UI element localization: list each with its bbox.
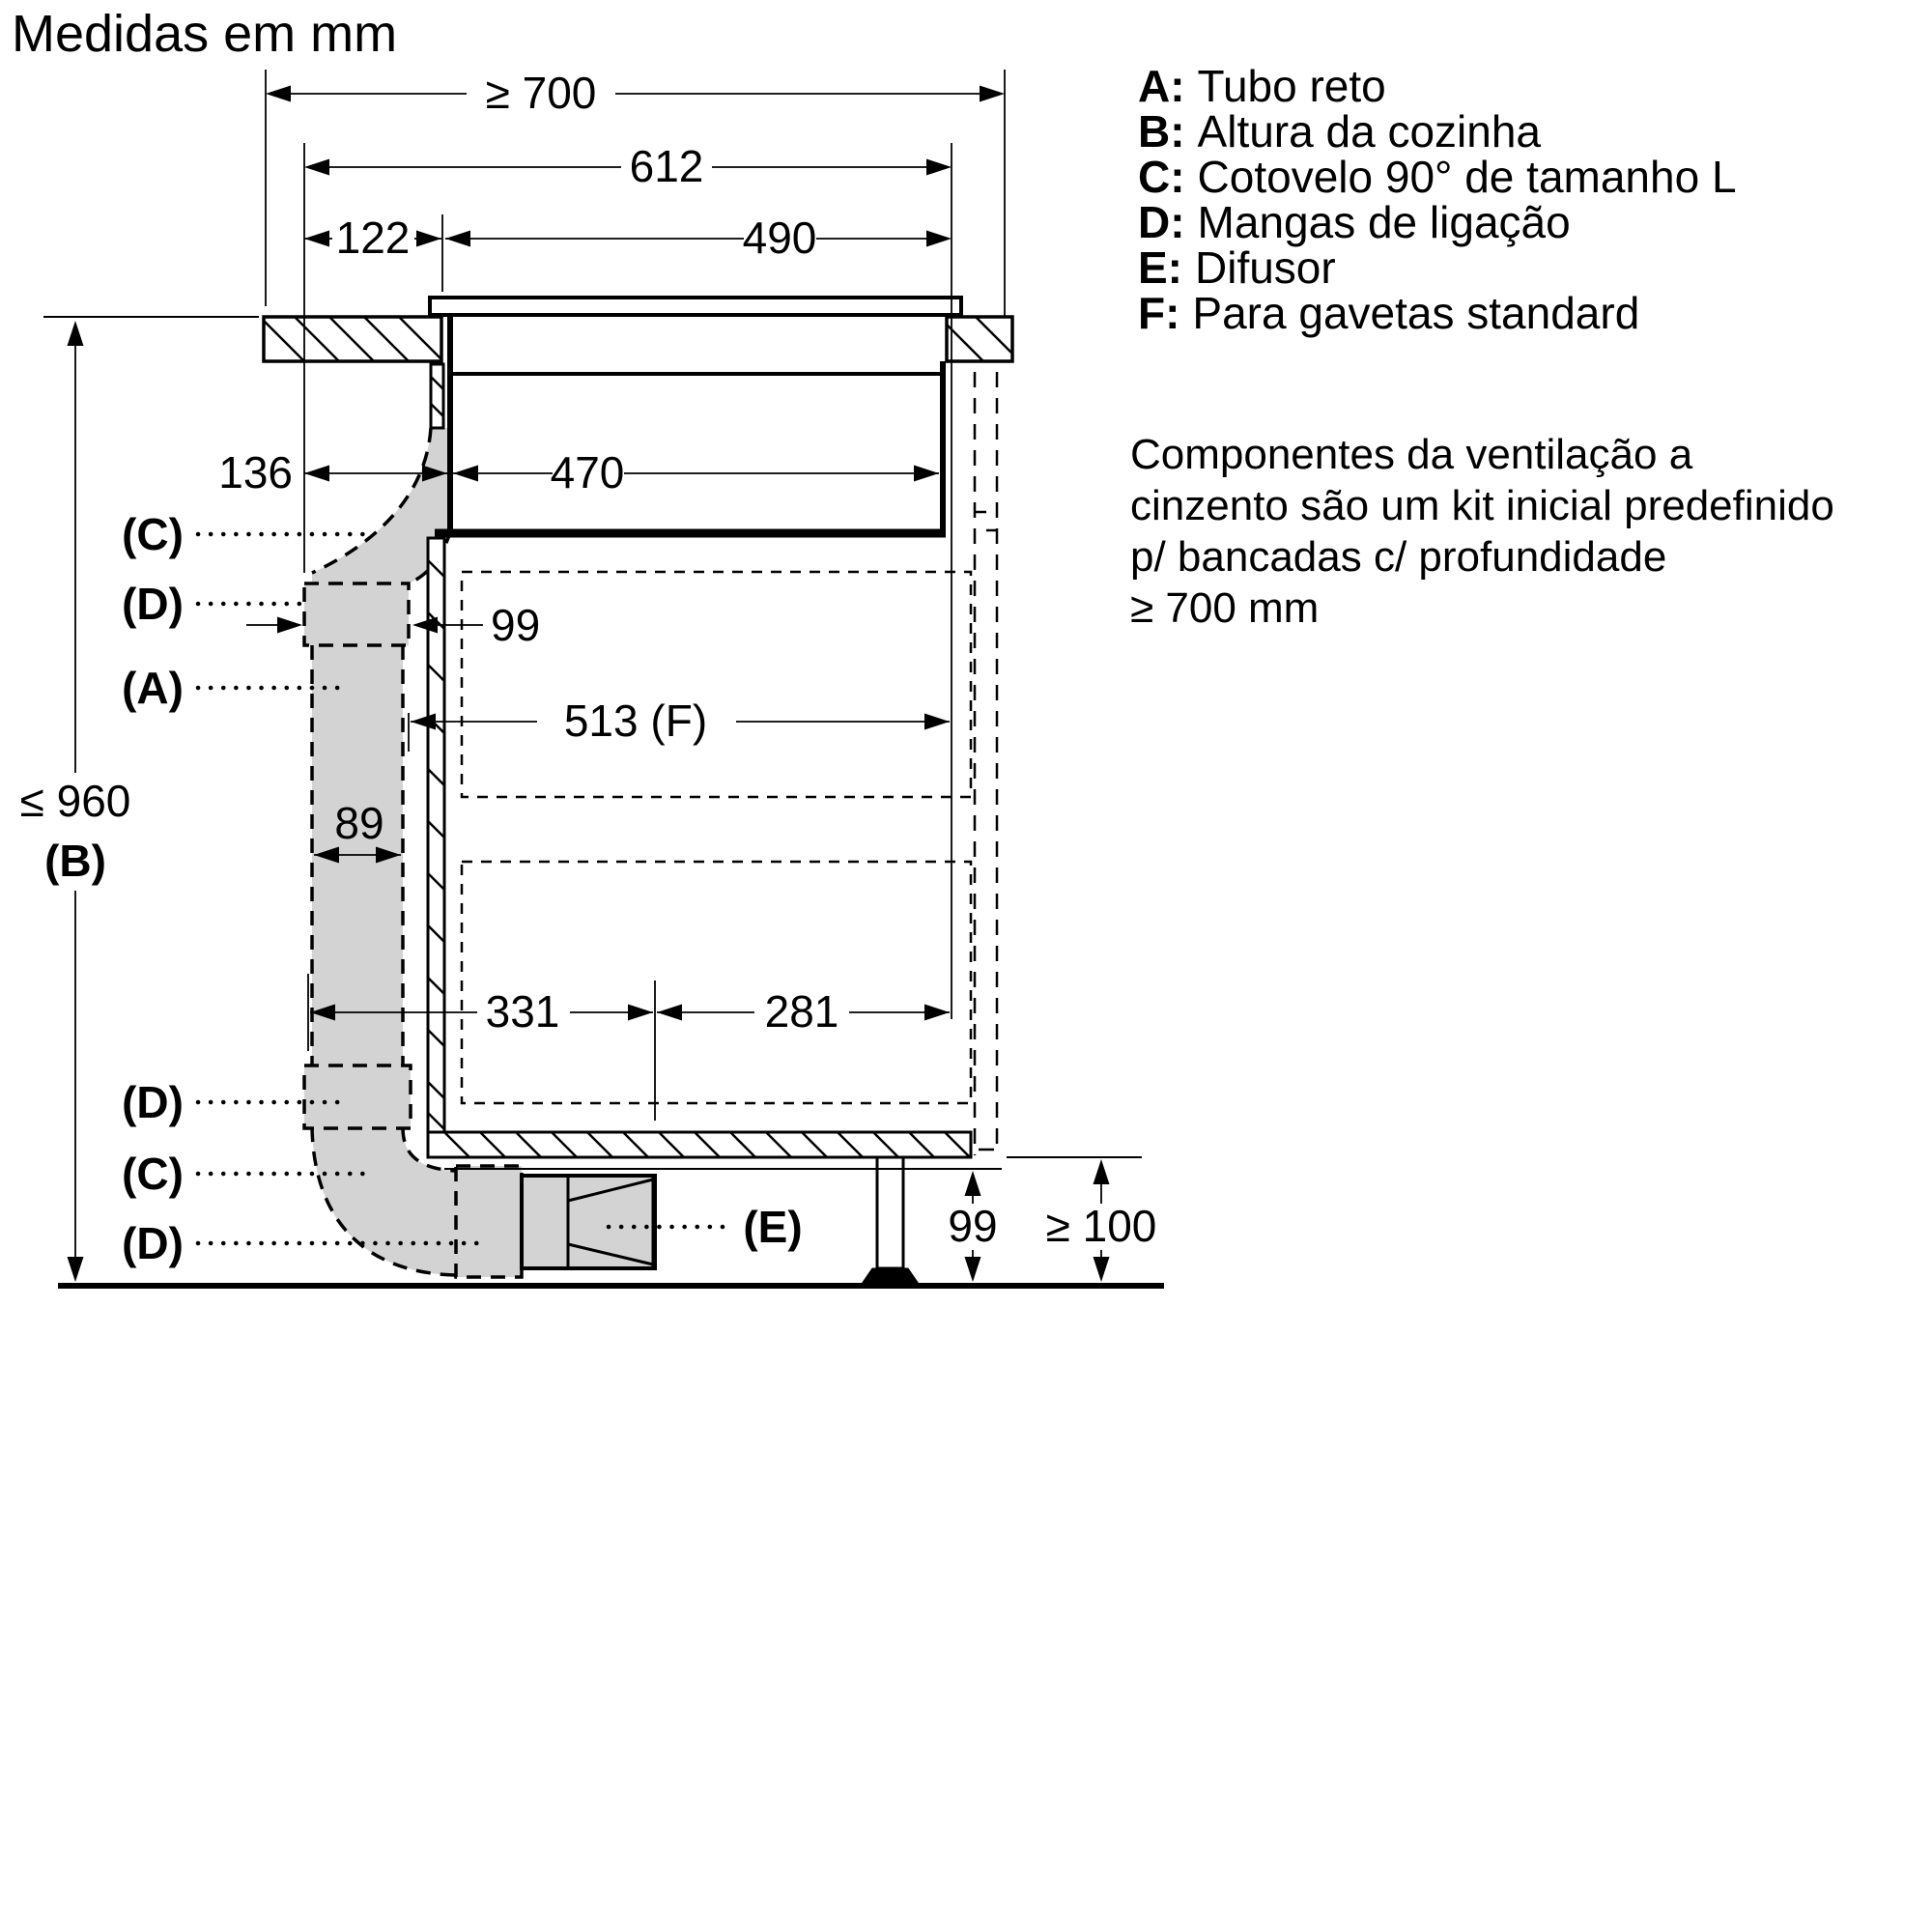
dim-122-value: 122 bbox=[335, 213, 411, 263]
note-line: p/ bancadas c/ profundidade bbox=[1130, 533, 1667, 581]
label-a1: (A) bbox=[122, 663, 184, 713]
label-e1: (E) bbox=[743, 1202, 803, 1252]
dimension-hob-total bbox=[304, 141, 952, 191]
dim-700-value: ≥ 700 bbox=[485, 68, 597, 118]
leg-foot bbox=[862, 1268, 919, 1284]
hob bbox=[430, 298, 961, 533]
dim-612-value: 612 bbox=[629, 141, 704, 191]
dimension-cutout bbox=[445, 213, 952, 263]
legend-item-f bbox=[1138, 288, 1737, 338]
legend-key: B: bbox=[1138, 106, 1185, 156]
duct-sleeve-bottom bbox=[456, 1166, 522, 1277]
dim-490-value: 490 bbox=[742, 213, 817, 263]
worktop-left-section bbox=[264, 317, 441, 361]
legend bbox=[1138, 61, 1737, 338]
note-text bbox=[1130, 429, 1834, 634]
dim-513-value: 513 (F) bbox=[563, 696, 708, 746]
legend-label: Difusor bbox=[1195, 242, 1336, 293]
duct-sleeve-mid bbox=[304, 1065, 411, 1128]
dimension-hob-inner bbox=[453, 447, 939, 497]
dim-331-value: 331 bbox=[485, 986, 560, 1037]
hob-duct-snout bbox=[431, 364, 443, 428]
label-c1: (C) bbox=[122, 509, 184, 559]
dim-89-value: 89 bbox=[334, 798, 384, 848]
drawer-lower-outline bbox=[462, 862, 971, 1103]
legend-label: Tubo reto bbox=[1197, 61, 1386, 111]
cabinet-leg bbox=[862, 1157, 919, 1284]
installation-diagram bbox=[0, 0, 1217, 1352]
note-line: Componentes da ventilação a bbox=[1130, 431, 1693, 478]
dimension-floor-clearance bbox=[1046, 1159, 1157, 1282]
duct-sleeve-top bbox=[304, 583, 409, 645]
dim-960-value: ≤ 960 bbox=[19, 776, 131, 826]
note-line: ≥ 700 mm bbox=[1130, 584, 1320, 632]
legend-key: F: bbox=[1138, 288, 1180, 338]
cabinet bbox=[428, 372, 1001, 1284]
hob-glass bbox=[430, 298, 961, 315]
legend-label: Para gavetas standard bbox=[1192, 288, 1640, 338]
worktop-sections bbox=[43, 317, 1012, 361]
dimension-drawer-depth bbox=[411, 696, 950, 746]
page-title: Medidas em mm bbox=[12, 5, 398, 63]
legend-label: Cotovelo 90° de tamanho L bbox=[1197, 152, 1737, 202]
dim-99-top-value: 99 bbox=[491, 600, 541, 650]
cabinet-back-dashed bbox=[975, 372, 1001, 1155]
legend-item-d bbox=[1138, 197, 1737, 247]
label-d1: (D) bbox=[122, 579, 184, 629]
worktop-right-section bbox=[947, 317, 1012, 361]
dim-281-value: 281 bbox=[764, 986, 839, 1037]
legend-item-b bbox=[1138, 106, 1737, 156]
cabinet-bottom-panel bbox=[428, 1132, 971, 1157]
legend-item-e bbox=[1138, 242, 1737, 293]
legend-item-c bbox=[1138, 152, 1737, 202]
dim-960-key: (B) bbox=[44, 836, 106, 886]
legend-label: Altura da cozinha bbox=[1197, 106, 1541, 156]
dimension-height bbox=[20, 321, 131, 1282]
label-d3: (D) bbox=[122, 1218, 184, 1268]
dimension-center-to-back bbox=[657, 986, 950, 1037]
diffuser bbox=[522, 1176, 655, 1268]
note-line: cinzento são um kit inicial predefinido bbox=[1130, 482, 1834, 529]
legend-key: C: bbox=[1138, 152, 1185, 202]
label-d2: (D) bbox=[122, 1077, 184, 1127]
legend-key: E: bbox=[1138, 242, 1182, 293]
label-c2: (C) bbox=[122, 1149, 184, 1199]
legend-label: Mangas de ligação bbox=[1197, 197, 1571, 247]
dim-136-value: 136 bbox=[218, 447, 293, 497]
dimension-front-offset bbox=[304, 213, 441, 263]
dim-100-value: ≥ 100 bbox=[1045, 1201, 1157, 1251]
dim-470-value: 470 bbox=[550, 447, 625, 497]
legend-item-a bbox=[1138, 61, 1737, 111]
dim-99-bottom-value: 99 bbox=[948, 1201, 998, 1251]
legend-key: A: bbox=[1138, 61, 1185, 111]
dimension-worktop-depth bbox=[266, 68, 1005, 118]
legend-key: D: bbox=[1138, 197, 1185, 247]
dimension-plinth-height bbox=[948, 1171, 997, 1282]
